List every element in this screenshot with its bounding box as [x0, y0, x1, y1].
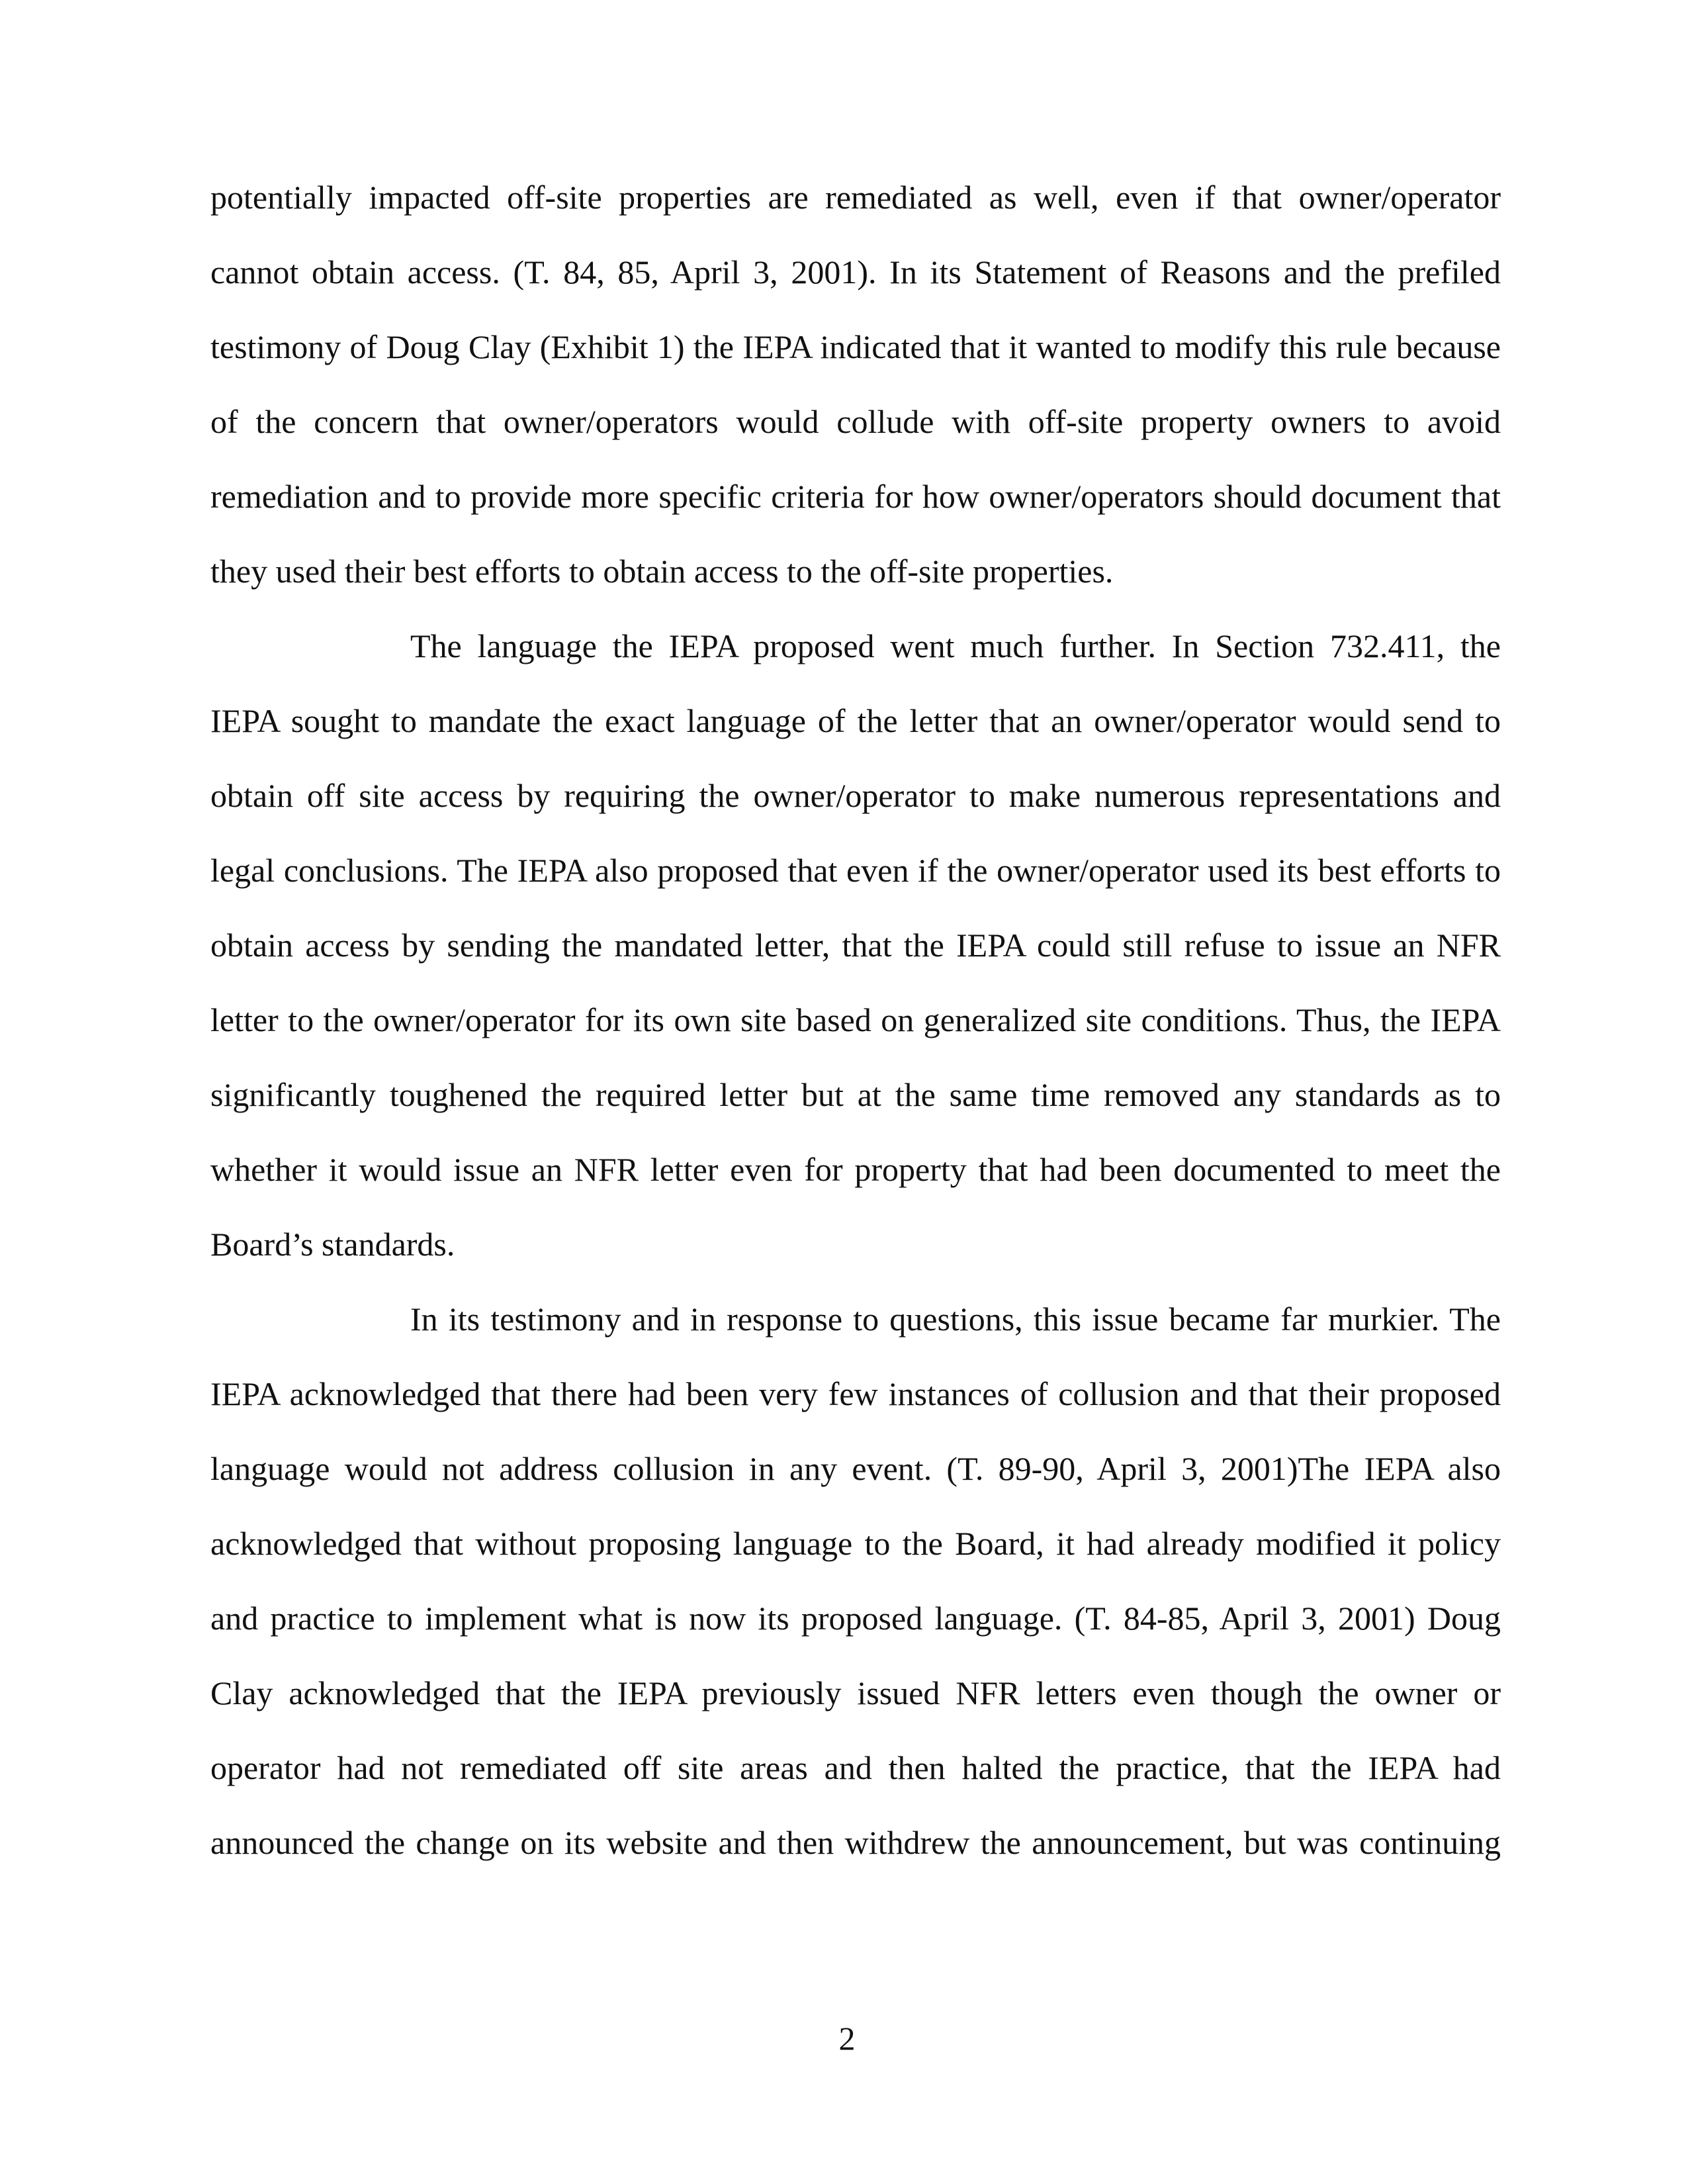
- text-line: legal conclusions. The IEPA also proposed that even if the owner/operator used its best efforts to: [210, 852, 1501, 889]
- text-line: remediation and to provide more specific criteria for how owner/operators should document that: [210, 478, 1501, 515]
- text-line: letter to the owner/operator for its own site based on generalized site conditions. Thus, the IEPA: [210, 1001, 1501, 1038]
- page-number: 2: [838, 2020, 856, 2057]
- text-line: testimony of Doug Clay (Exhibit 1) the IEPA indicated that it wanted to modify this rule because: [210, 328, 1501, 365]
- text-line: Board’s standards.: [210, 1226, 455, 1263]
- text-line: and practice to implement what is now its proposed language. (T. 84-85, April 3, 2001) Doug: [210, 1600, 1501, 1637]
- text-line: potentially impacted off-site properties are remediated as well, even if that owner/operator: [210, 179, 1501, 216]
- text-line: IEPA sought to mandate the exact language of the letter that an owner/operator would send to: [210, 702, 1501, 739]
- text-line: obtain off site access by requiring the owner/operator to make numerous representations and: [210, 777, 1501, 814]
- text-line: announced the change on its website and then withdrew the announcement, but was continuing: [210, 1824, 1501, 1861]
- text-line: obtain access by sending the mandated letter, that the IEPA could still refuse to issue an NFR: [210, 927, 1501, 964]
- text-line: operator had not remediated off site areas and then halted the practice, that the IEPA had: [210, 1749, 1501, 1786]
- text-line: language would not address collusion in any event. (T. 89-90, April 3, 2001)The IEPA also: [210, 1450, 1501, 1487]
- text-line: significantly toughened the required letter but at the same time removed any standards as to: [210, 1076, 1501, 1113]
- text-line: of the concern that owner/operators would collude with off-site property owners to avoid: [210, 403, 1501, 440]
- text-line: Clay acknowledged that the IEPA previously issued NFR letters even though the owner or: [210, 1674, 1501, 1711]
- text-line: acknowledged that without proposing language to the Board, it had already modified it policy: [210, 1525, 1501, 1562]
- text-line: whether it would issue an NFR letter even for property that had been documented to meet the: [210, 1151, 1501, 1188]
- text-line: cannot obtain access. (T. 84, 85, April 3, 2001). In its Statement of Reasons and the prefiled: [210, 253, 1501, 291]
- text-line: The language the IEPA proposed went much further. In Section 732.411, the: [410, 627, 1501, 664]
- text-line: they used their best efforts to obtain access to the off-site properties.: [210, 553, 1114, 590]
- text-line: In its testimony and in response to questions, this issue became far murkier. The: [410, 1300, 1501, 1338]
- text-line: IEPA acknowledged that there had been very few instances of collusion and that their proposed: [210, 1375, 1501, 1412]
